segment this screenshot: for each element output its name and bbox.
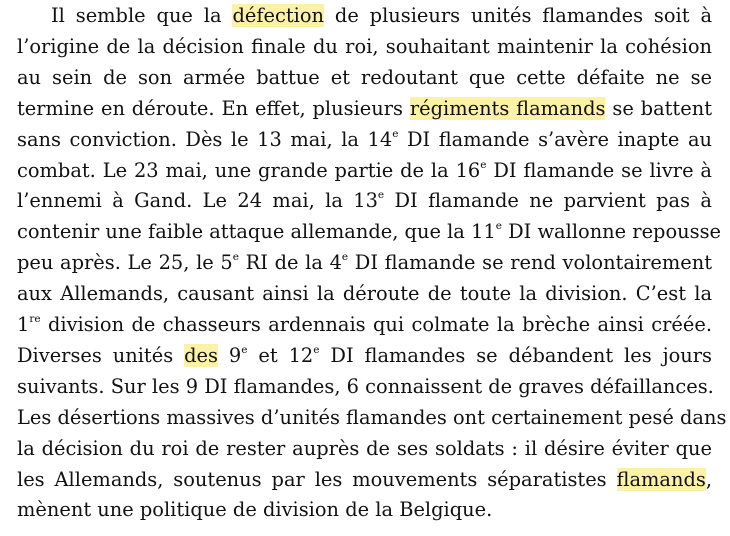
- text-run: aux Allemands, causant ainsi la déroute de toute la division. C’est la: [17, 282, 712, 306]
- text-run: DI flamandes se débandent les jours: [319, 343, 712, 367]
- text-run: DI wallonne repousse: [501, 220, 722, 244]
- text-run: Il semble que la: [51, 4, 233, 27]
- text-run: la décision du roi de rester auprès de ses soldats : il désire éviter que: [17, 436, 712, 460]
- text-run: combat. Le 23 mai, une grande partie de la 16: [17, 158, 481, 182]
- text-line: [17, 434, 712, 464]
- ordinal-superscript: e: [341, 251, 349, 264]
- text-run: DI flamande ne parvient pas à: [384, 189, 712, 213]
- text-run: contenir une faible attaque allemande, que la 11: [17, 220, 496, 244]
- text-line: [17, 94, 712, 124]
- text-run: les Allemands, soutenus par les mouvements séparatistes: [17, 467, 617, 491]
- text-line: [17, 310, 712, 340]
- ordinal-superscript: e: [377, 189, 385, 202]
- text-line: [17, 32, 712, 62]
- text-line: [17, 341, 712, 371]
- text-line: [17, 495, 712, 525]
- text-line: [17, 156, 712, 186]
- ordinal-superscript: e: [495, 220, 502, 233]
- text-run: peu après. Le 25, le 5: [17, 251, 233, 275]
- text-line: [17, 279, 712, 309]
- text-run: de plusieurs unités flamandes soit à: [324, 4, 713, 27]
- text-run: Les désertions massives d’unités flamandes ont certainement pesé dans: [17, 405, 727, 429]
- highlighted-text: défection: [232, 4, 325, 27]
- text-run: sans conviction. Dès le 13 mai, la 14: [17, 127, 393, 151]
- text-run: et 12: [247, 343, 314, 367]
- text-run: l’ennemi à Gand. Le 24 mai, la 13: [17, 189, 378, 213]
- highlighted-text: flamands: [616, 467, 706, 491]
- text-run: DI flamande se livre à: [486, 158, 712, 182]
- text-run: au sein de son armée battue et redoutant que cette défaite ne se: [17, 65, 712, 89]
- text-run: suivants. Sur les 9 DI flamandes, 6 connaissent de graves défaillances.: [17, 374, 714, 398]
- ordinal-superscript: re: [29, 313, 41, 325]
- text-line: [17, 217, 722, 247]
- ordinal-superscript: e: [392, 127, 399, 140]
- text-line: [17, 63, 712, 93]
- ordinal-superscript: e: [480, 158, 487, 171]
- text-run: ,: [705, 467, 712, 491]
- highlighted-text: des: [184, 343, 218, 367]
- text-run: DI flamande se rend volontairement: [348, 251, 712, 275]
- ordinal-superscript: e: [313, 343, 320, 356]
- text-run: mènent une politique de division de la Belgique.: [17, 498, 493, 522]
- text-run: DI flamande s’avère inapte au: [398, 127, 712, 151]
- highlighted-text: régiments flamands: [409, 96, 606, 120]
- text-run: 9: [217, 343, 242, 367]
- ordinal-superscript: e: [232, 251, 239, 264]
- text-line: [17, 465, 712, 495]
- text-run: 1: [17, 313, 30, 336]
- ordinal-superscript: e: [241, 343, 248, 356]
- text-run: division de chasseurs ardennais qui colmate la brèche ainsi créée.: [40, 313, 712, 336]
- text-run: se battent: [605, 96, 712, 120]
- text-run: RI de la 4: [238, 251, 342, 275]
- text-line: [17, 186, 712, 216]
- text-line: [17, 125, 712, 155]
- text-line: [17, 403, 727, 433]
- text-run: termine en déroute. En effet, plusieurs: [17, 96, 410, 120]
- text-run: l’origine de la décision finale du roi, souhaitant maintenir la cohésion: [17, 34, 712, 58]
- text-line: [51, 1, 712, 31]
- text-line: [17, 248, 712, 278]
- text-line: [17, 372, 712, 402]
- text-run: Diverses unités: [17, 343, 185, 367]
